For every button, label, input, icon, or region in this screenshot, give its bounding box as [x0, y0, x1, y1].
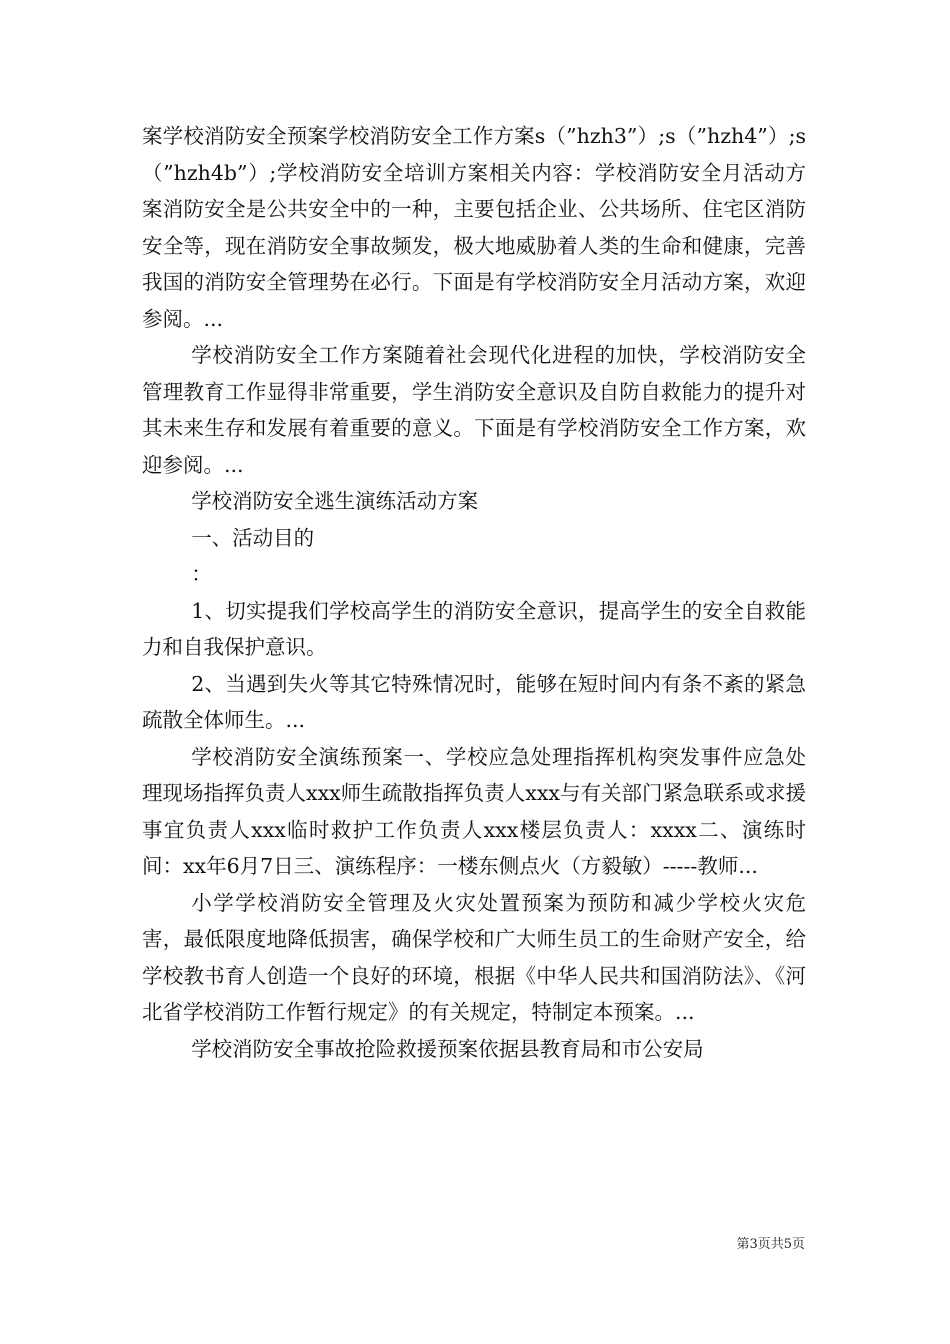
paragraph-continuation: 案学校消防安全预案学校消防安全工作方案s（”hzh3”）;s（”hzh4”）;s（”hzh4b”）;学校消防安全培训方案相关内容：学校消防安全月活动方案消防安全是公共安全中的一种，主要包括企业、公共场所、住宅区消防安全等，现在消防安全事故频发，极大地威胁着人类的生命和健康，完善我国的消防安全管理势在必行。下面是有学校消防安全月活动方案，欢迎参阅。... [142, 124, 806, 331]
colon-line: ： [191, 562, 212, 586]
paragraph-work-plan: 学校消防安全工作方案随着社会现代化进程的加快，学校消防安全管理教育工作显得非常重要，学生消防安全意识及自防自救能力的提升对其未来生存和发展有着重要的意义。下面是有学校消防安全工作方案，欢迎参阅。... [142, 343, 806, 477]
list-item-purpose-1: 1、切实提我们学校高学生的消防安全意识，提高学生的安全自救能力和自我保护意识。 [142, 598, 806, 659]
page-number-footer: 第3页共5页 [736, 1237, 805, 1252]
section-title-drill-plan: 学校消防安全逃生演练活动方案 [191, 489, 479, 513]
paragraph-primary-school-preplan: 小学学校消防安全管理及火灾处置预案为预防和减少学校火灾危害，最低限度地降低损害，确保学校和广大师生员工的生命财产安全，给学校教书育人创造一个良好的环境，根据《中华人民共和国消防法》、《河北省学校消防工作暂行规定》的有关规定，特制定本预案。... [142, 890, 806, 1024]
section-heading-purpose: 一、活动目的 [191, 525, 315, 550]
document-body [142, 118, 806, 1067]
paragraph-drill-preplan: 学校消防安全演练预案一、学校应急处理指挥机构突发事件应急处理现场指挥负责人xxx师生疏散指挥负责人xxx与有关部门紧急联系或求援事宜负责人xxx临时救护工作负责人xxx楼层负责人：xxxx二、演练时间：xx年6月7日三、演练程序：一楼东侧点火（方毅敏）-----教师... [142, 744, 806, 878]
list-item-purpose-2: 2、当遇到失火等其它特殊情况时，能够在短时间内有条不紊的紧急疏散全体师生。... [142, 671, 806, 732]
paragraph-rescue-preplan: 学校消防安全事故抢险救援预案依据县教育局和市公安局 [191, 1036, 704, 1061]
